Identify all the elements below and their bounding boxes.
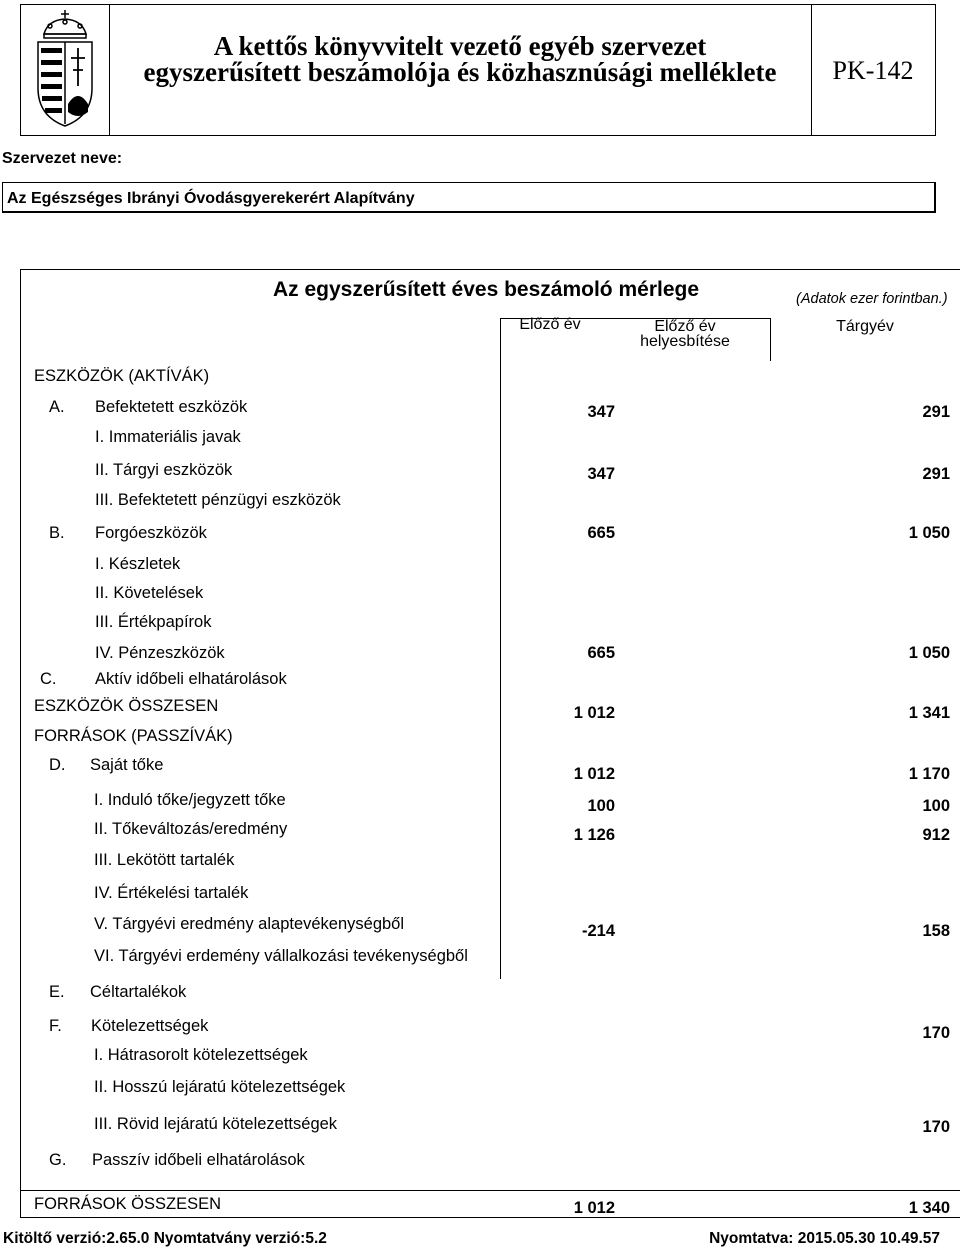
row-label: VI. Tárgyévi erdemény vállalkozási tevékenységből (94, 947, 468, 965)
row-label: Kötelezettségek (91, 1017, 209, 1035)
row-prev-value: 1 012 (573, 704, 615, 722)
row-curr-value: 291 (922, 465, 950, 483)
footer-version: Kitöltő verzió:2.65.0 Nyomtatvány verzió:5.2 (3, 1230, 327, 1247)
row-curr-value: 1 050 (908, 524, 950, 542)
col-header-adj-2: helyesbítése (640, 333, 730, 350)
row-label: Forgóeszközök (95, 524, 207, 542)
row-prev-value: 1 012 (573, 1199, 615, 1217)
row-label: ESZKÖZÖK ÖSSZESEN (34, 697, 219, 715)
row-label: II. Tárgyi eszközök (95, 461, 233, 479)
totals-rule (20, 1190, 960, 1191)
row-label: III. Rövid lejáratú kötelezettségek (94, 1115, 338, 1133)
row-label: II. Hosszú lejáratú kötelezettségek (94, 1078, 346, 1096)
row-label: I. Hátrasorolt kötelezettségek (94, 1046, 308, 1064)
row-code: E. (49, 983, 65, 1001)
row-label: III. Értékpapírok (95, 613, 212, 631)
row-label: I. Készletek (95, 555, 181, 573)
column-divider-adj (770, 318, 771, 361)
footer-printed: Nyomtatva: 2015.05.30 10.49.57 (709, 1230, 940, 1247)
row-curr-value: 1 340 (908, 1199, 950, 1217)
row-prev-value: 347 (587, 465, 615, 483)
balance-frame-left (20, 269, 21, 1217)
row-label: Céltartalékok (90, 983, 187, 1001)
row-prev-value: 347 (587, 403, 615, 421)
row-curr-value: 170 (922, 1118, 950, 1136)
row-prev-value: 100 (587, 797, 615, 815)
row-prev-value: 665 (587, 524, 615, 542)
row-code: A. (49, 398, 65, 416)
row-curr-value: 100 (922, 797, 950, 815)
row-label: II. Követelések (95, 584, 204, 602)
row-curr-value: 1 341 (908, 704, 950, 722)
row-label: V. Tárgyévi eredmény alaptevékenységből (94, 915, 405, 933)
form-title-line1: A kettős könyvvitelt vezető egyéb szervezet (213, 31, 707, 61)
row-prev-value: -214 (581, 922, 615, 940)
row-label: Saját tőke (90, 756, 164, 774)
row-label: Befektetett eszközök (95, 398, 248, 416)
unit-note: (Adatok ezer forintban.) (796, 291, 948, 307)
org-name-label: Szervezet neve: (2, 150, 123, 167)
row-label: II. Tőkeváltozás/eredmény (94, 820, 288, 838)
assets-heading: ESZKÖZÖK (AKTÍVÁK) (34, 367, 210, 385)
emblem-icon (30, 8, 100, 130)
row-code: B. (49, 524, 65, 542)
row-label: FORRÁSOK ÖSSZESEN (34, 1195, 222, 1213)
row-label: III. Lekötött tartalék (94, 851, 235, 869)
col-header-adj-1: Előző év (654, 318, 716, 335)
row-label: Passzív időbeli elhatárolások (92, 1151, 305, 1169)
liabilities-heading: FORRÁSOK (PASSZÍVÁK) (34, 727, 233, 745)
row-prev-value: 1 012 (573, 765, 615, 783)
form-title-line2: egyszerűsített beszámolója és közhasznúsági melléklete (143, 57, 777, 87)
row-code: C. (40, 670, 57, 688)
balance-frame-top (20, 269, 960, 270)
row-prev-value: 665 (587, 644, 615, 662)
row-curr-value: 1 050 (908, 644, 950, 662)
row-label: I. Induló tőke/jegyzett tőke (94, 791, 286, 809)
row-label: Aktív időbeli elhatárolások (95, 670, 287, 688)
col-header-curr: Tárgyév (836, 318, 894, 335)
row-curr-value: 170 (922, 1024, 950, 1042)
org-name-value: Az Egészséges Ibrányi Óvodásgyerekerért Alapítvány (7, 190, 415, 207)
row-code: D. (49, 756, 66, 774)
row-label: IV. Értékelési tartalék (94, 884, 249, 902)
row-prev-value: 1 126 (573, 826, 615, 844)
row-code: F. (49, 1017, 62, 1035)
row-code: G. (49, 1151, 67, 1169)
row-curr-value: 158 (922, 922, 950, 940)
row-curr-value: 912 (922, 826, 950, 844)
col-header-prev: Előző év (519, 316, 581, 333)
row-label: IV. Pénzeszközök (95, 644, 225, 662)
form-code: PK-142 (832, 56, 914, 85)
row-label: I. Immateriális javak (95, 428, 241, 446)
row-label: III. Befektetett pénzügyi eszközök (95, 491, 341, 509)
balance-title: Az egyszerűsített éves beszámoló mérlege (273, 278, 700, 301)
row-curr-value: 291 (922, 403, 950, 421)
row-curr-value: 1 170 (908, 765, 950, 783)
